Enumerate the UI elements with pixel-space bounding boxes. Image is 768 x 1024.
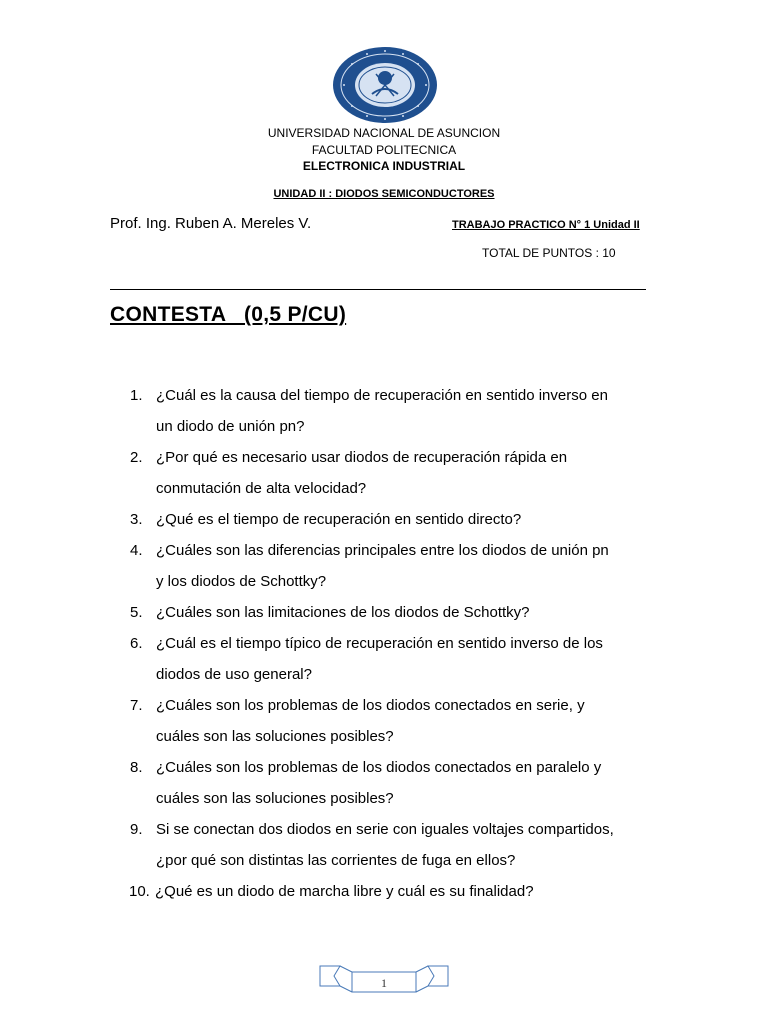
question-text-line: Si se conectan dos diodos en serie con iguales voltajes compartidos, — [156, 821, 614, 838]
question-text-line: ¿Por qué es necesario usar diodos de recuperación rápida en — [156, 449, 568, 466]
assignment-title: TRABAJO PRACTICO N° 1 Unidad II — [452, 219, 640, 231]
question-list — [110, 380, 670, 907]
question-number: 1. — [130, 387, 143, 404]
question-text-line: ¿Cuáles son los problemas de los diodos conectados en paralelo y — [156, 759, 602, 776]
question-text-line: ¿por qué son distintas las corrientes de fuga en ellos? — [156, 852, 516, 869]
question-text-line: ¿Qué es un diodo de marcha libre y cuál es su finalidad? — [155, 883, 534, 900]
total-points: TOTAL DE PUNTOS : 10 — [482, 246, 616, 260]
question-item — [110, 876, 670, 907]
department-name: ELECTRONICA INDUSTRIAL — [302, 159, 466, 173]
question-text-line: ¿Qué es el tiempo de recuperación en sentido directo? — [156, 511, 522, 528]
question-text-line: diodos de uso general? — [156, 666, 312, 683]
question-text-line: ¿Cuáles son las diferencias principales entre los diodos de unión pn — [156, 542, 609, 559]
question-number: 4. — [130, 542, 143, 559]
question-text-line: conmutación de alta velocidad? — [156, 480, 367, 497]
question-item — [110, 814, 670, 876]
question-number: 8. — [130, 759, 143, 776]
question-item — [110, 504, 670, 535]
question-number: 6. — [130, 635, 143, 652]
question-text-line: ¿Cuáles son las limitaciones de los diodos de Schottky? — [156, 604, 530, 621]
question-number: 3. — [130, 511, 143, 528]
question-text-line: ¿Cuáles son los problemas de los diodos conectados en serie, y — [156, 697, 585, 714]
separator-line — [110, 289, 646, 290]
question-text-line: y los diodos de Schottky? — [156, 573, 327, 590]
question-item — [110, 597, 670, 628]
question-item — [110, 442, 670, 504]
professor-name: Prof. Ing. Ruben A. Mereles V. — [110, 215, 312, 232]
question-item — [110, 535, 670, 597]
question-item — [110, 380, 670, 442]
question-item — [110, 628, 670, 690]
question-text-line: ¿Cuál es el tiempo típico de recuperación en sentido inverso de los — [156, 635, 603, 652]
unit-title: UNIDAD II : DIODOS SEMICONDUCTORES — [273, 188, 495, 200]
university-seal-icon — [332, 46, 438, 124]
question-number: 10. — [129, 883, 150, 900]
section-title: CONTESTA (0,5 P/CU) — [110, 303, 347, 326]
question-text-line: un diodo de unión pn? — [156, 418, 305, 435]
question-text-line: cuáles son las soluciones posibles? — [156, 728, 394, 745]
question-number: 7. — [130, 697, 143, 714]
question-item — [110, 690, 670, 752]
question-text-line: ¿Cuál es la causa del tiempo de recuperación en sentido inverso en — [156, 387, 608, 404]
page-number: 1 — [381, 976, 387, 990]
faculty-name: FACULTAD POLITECNICA — [311, 143, 457, 157]
question-item — [110, 752, 670, 814]
question-number: 9. — [130, 821, 143, 838]
question-number: 5. — [130, 604, 143, 621]
university-name: UNIVERSIDAD NACIONAL DE ASUNCION — [267, 126, 501, 140]
question-text-line: cuáles son las soluciones posibles? — [156, 790, 394, 807]
question-number: 2. — [130, 449, 143, 466]
